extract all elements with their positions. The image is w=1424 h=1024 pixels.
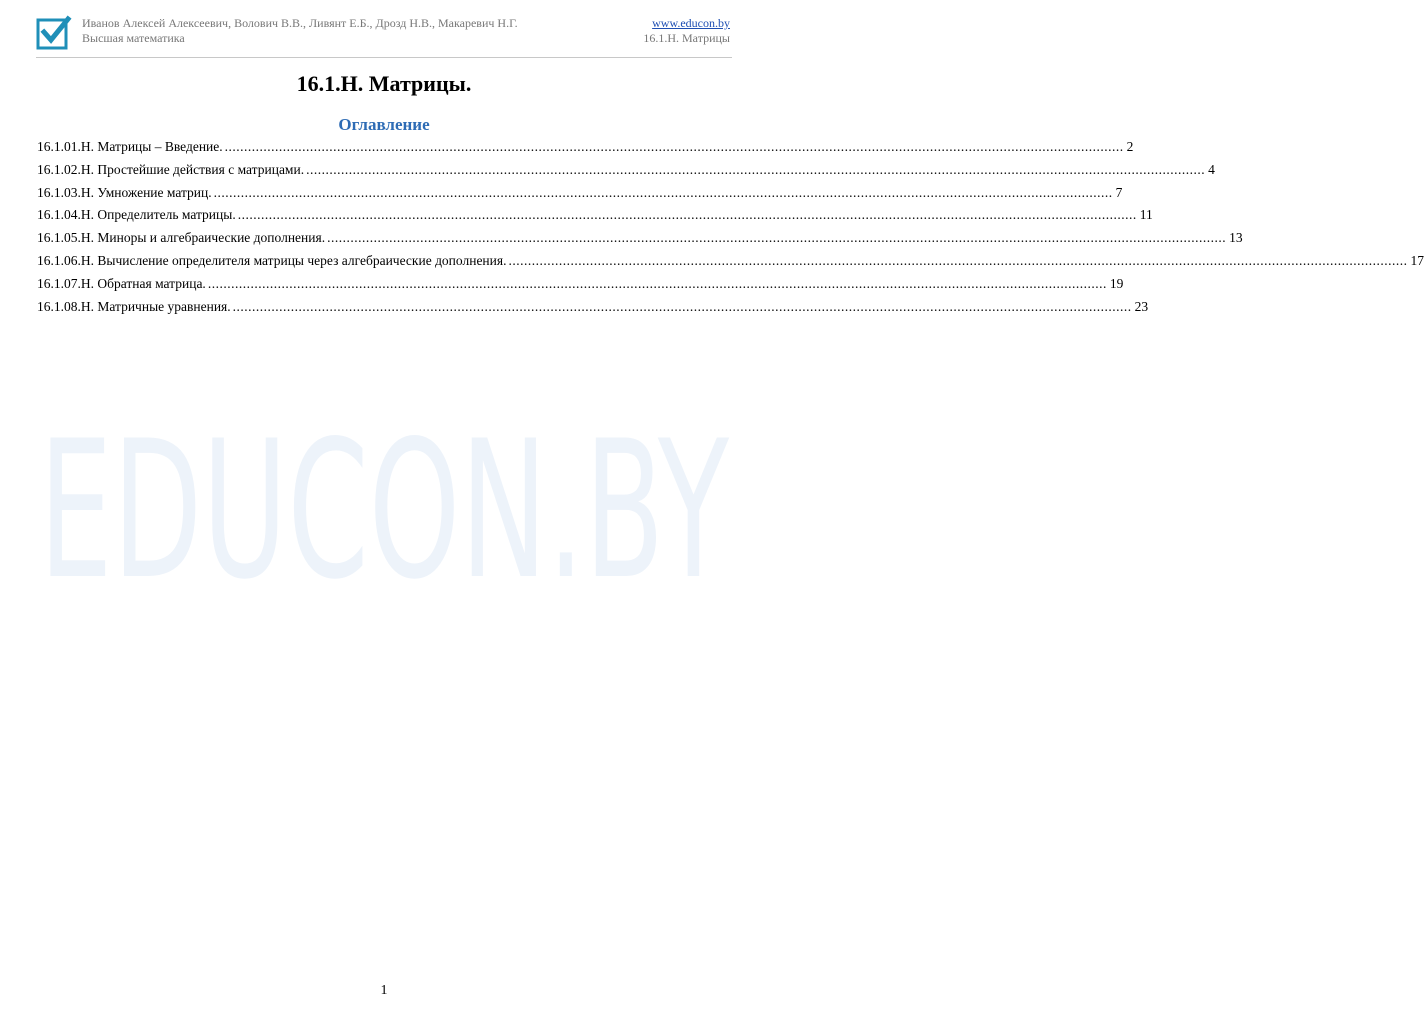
toc-entry-page: 11 xyxy=(1139,207,1153,223)
header-divider xyxy=(36,57,732,58)
toc-heading: Оглавление xyxy=(338,115,430,134)
table-of-contents xyxy=(37,136,1424,318)
toc-dot-leader xyxy=(208,273,1107,296)
header-right xyxy=(643,16,730,46)
toc-dot-leader xyxy=(233,296,1132,319)
toc-entry[interactable] xyxy=(37,204,1153,227)
watermark-text: EDUCON.BY xyxy=(39,400,730,621)
toc-entry[interactable] xyxy=(37,273,1124,296)
toc-dot-leader xyxy=(238,204,1137,227)
watermark xyxy=(0,400,768,621)
toc-entry-text: 16.1.07.Н. Обратная матрица. xyxy=(37,275,206,291)
toc-entry[interactable] xyxy=(37,227,1243,250)
toc-entry[interactable] xyxy=(37,296,1149,319)
toc-entry[interactable] xyxy=(37,250,1424,273)
toc-entry-page: 4 xyxy=(1208,161,1215,177)
page-number: 1 xyxy=(380,983,388,998)
toc-entry-page: 17 xyxy=(1410,252,1424,268)
header-subject: Высшая математика xyxy=(82,31,185,45)
toc-entry-page: 23 xyxy=(1134,298,1149,314)
checkmark-box-icon xyxy=(36,16,70,50)
header-authors: Иванов Алексей Алексеевич, Волович В.В., Ливянт Е.Б., Дрозд Н.В., Макаревич Н.Г. xyxy=(82,16,518,30)
toc-entry-page: 19 xyxy=(1109,275,1124,291)
toc-dot-leader xyxy=(306,159,1205,182)
toc-entry-text: 16.1.01.Н. Матрицы – Введение. xyxy=(37,139,223,154)
page-header xyxy=(36,14,732,58)
toc-entry-text: 16.1.03.Н. Умножение матриц. xyxy=(37,184,212,200)
page-title: 16.1.Н. Матрицы. xyxy=(296,71,472,96)
toc-dot-leader xyxy=(327,227,1226,250)
header-section: 16.1.Н. Матрицы xyxy=(643,31,730,45)
toc-entry[interactable] xyxy=(37,159,1215,182)
toc-entry-text: 16.1.04.Н. Определитель матрицы. xyxy=(37,207,236,223)
toc-entry-page: 2 xyxy=(1126,139,1134,154)
toc-entry-text: 16.1.06.Н. Вычисление определителя матрицы через алгебраические дополнения. xyxy=(37,252,507,268)
toc-entry-text: 16.1.05.Н. Миноры и алгебраические дополнения. xyxy=(37,230,326,246)
toc-entry-page: 7 xyxy=(1115,184,1123,200)
toc-entry[interactable] xyxy=(37,182,1123,205)
toc-entry-page: 13 xyxy=(1229,230,1243,246)
toc-entry-text: 16.1.08.Н. Матричные уравнения. xyxy=(37,298,231,314)
toc-entry-text: 16.1.02.Н. Простейшие действия с матрицами. xyxy=(37,161,305,177)
toc-dot-leader xyxy=(214,182,1113,205)
toc-dot-leader xyxy=(225,136,1124,159)
header-left xyxy=(82,16,518,46)
toc-entry[interactable] xyxy=(37,136,1134,159)
toc-dot-leader xyxy=(508,250,1407,273)
site-link[interactable]: www.educon.by xyxy=(652,16,730,30)
